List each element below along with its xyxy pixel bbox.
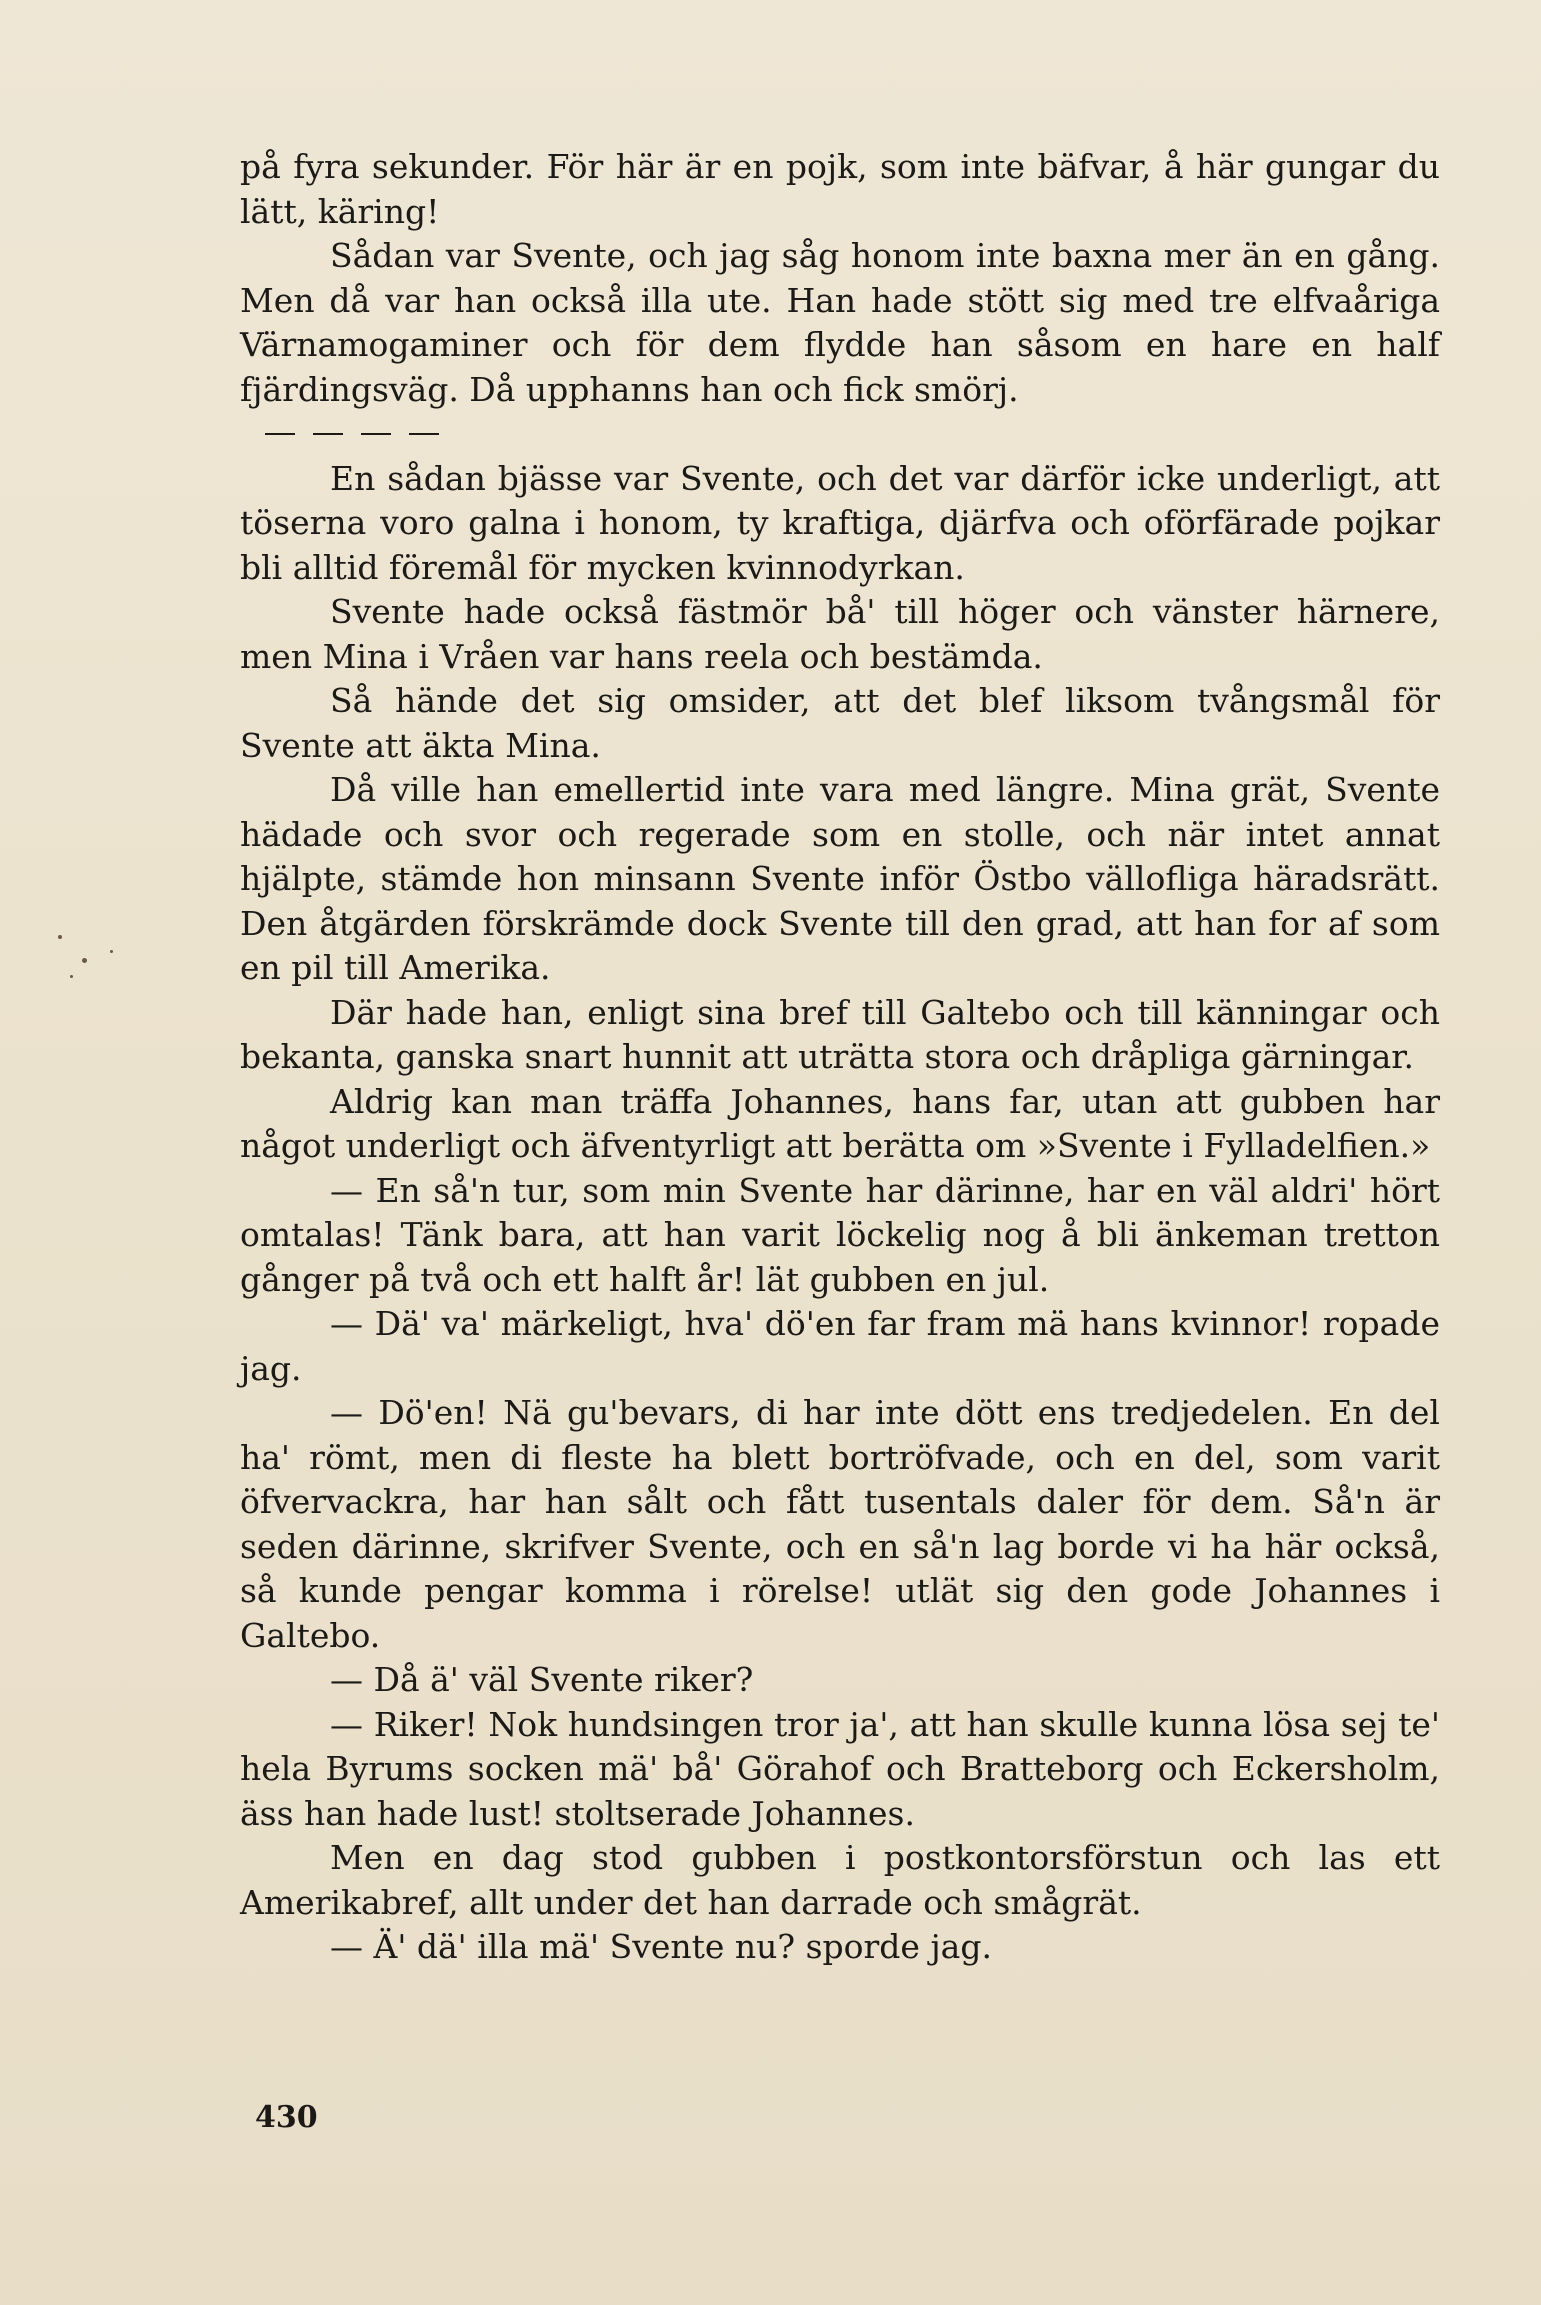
body-text <box>240 145 1440 1970</box>
paragraph: Så hände det sig omsider, att det blef liksom tvångsmål för Svente att äkta Mina. <box>240 681 1440 765</box>
paragraph: på fyra sekunder. För här är en pojk, som inte bäfvar, å här gungar du lätt, käring! <box>240 147 1440 231</box>
section-separator <box>240 412 1440 457</box>
paragraph: — En så'n tur, som min Svente har därinne, har en väl aldri' hört omtalas! Tänk bara, att han varit löckelig nog å bli änkeman tretton gånger på två och ett halft år! lät gubben en jul. <box>240 1170 1440 1299</box>
paragraph: — Dä' va' märkeligt, hva' dö'en far fram mä hans kvinnor! ropade jag. <box>240 1304 1440 1388</box>
page-speck <box>58 935 62 939</box>
page-speck <box>110 950 113 953</box>
paragraph: Men en dag stod gubben i postkontorsförstun och las ett Amerikabref, allt under det han darrade och smågrät. <box>240 1838 1440 1922</box>
paragraph: — Dö'en! Nä gu'bevars, di har inte dött ens tredjedelen. En del ha' römt, men di fleste ha blett bortröfvade, och en del, som varit öfvervackra, har han sålt och fått tusentals daler för dem. Så'n är seden därinne, skrifver Svente, och en så'n lag borde vi ha här också, så kunde pengar komma i rörelse! utlät sig den gode Johannes i Galtebo. <box>240 1393 1440 1655</box>
paragraph: Sådan var Svente, och jag såg honom inte baxna mer än en gång. Men då var han också illa ute. Han hade stött sig med tre elfvaåriga Värnamogaminer och för dem flydde han såsom en hare en half fjärdingsväg. Då upphanns han och fick smörj. <box>240 236 1440 409</box>
paragraph: — Ä' dä' illa mä' Svente nu? sporde jag. <box>330 1927 992 1966</box>
paragraph: Där hade han, enligt sina bref till Galtebo och till känningar och bekanta, ganska snart hunnit att uträtta stora och dråpliga gärningar. <box>240 992 1440 1076</box>
separator-dash <box>265 433 295 435</box>
separator-dash <box>409 433 439 435</box>
paragraph: Svente hade också fästmör bå' till höger och vänster härnere, men Mina i Vråen var hans reela och bestämda. <box>240 592 1440 676</box>
page-speck <box>70 975 73 978</box>
paragraph: — Då ä' väl Svente riker? <box>330 1660 754 1699</box>
separator-dash <box>361 433 391 435</box>
page-number: 430 <box>255 2100 318 2135</box>
page-speck <box>82 958 87 963</box>
paragraph: En sådan bjässe var Svente, och det var därför icke underligt, att töserna voro galna i honom, ty kraftiga, djärfva och oförfärade pojkar bli alltid föremål för mycken kvinnodyrkan. <box>240 458 1440 587</box>
separator-dash <box>313 433 343 435</box>
paragraph: Aldrig kan man träffa Johannes, hans far, utan att gubben har något underligt och äfventyrligt att berätta om »Svente i Fylladelfien.» <box>240 1081 1440 1165</box>
paragraph: — Riker! Nok hundsingen tror ja', att han skulle kunna lösa sej te' hela Byrums socken mä' bå' Görahof och Bratteborg och Eckersholm, äss han hade lust! stoltserade Johannes. <box>240 1704 1440 1833</box>
paragraph: Då ville han emellertid inte vara med längre. Mina grät, Svente hädade och svor och regerade som en stolle, och när intet annat hjälpte, stämde hon minsann Svente inför Östbo vällofliga häradsrätt. Den åtgärden förskrämde dock Svente till den grad, att han for af som en pil till Amerika. <box>240 770 1440 987</box>
